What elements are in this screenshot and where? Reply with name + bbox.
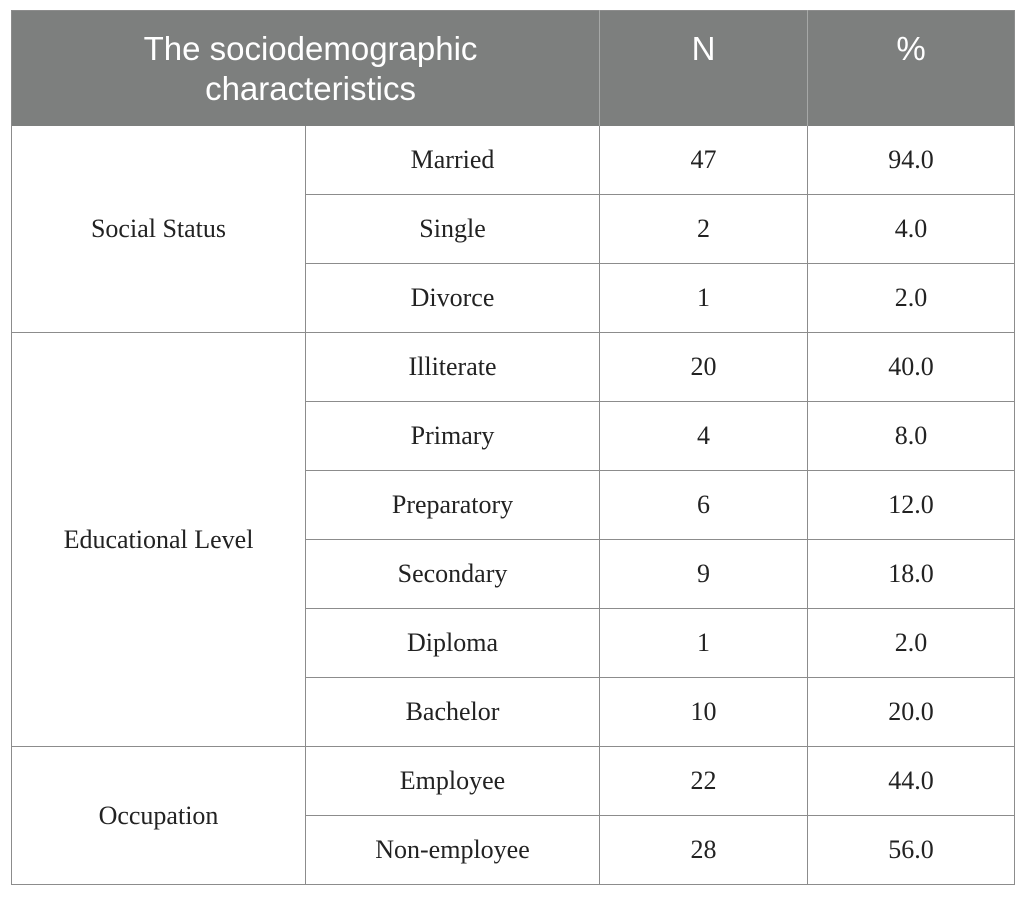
header-percent (808, 11, 1015, 127)
percent-cell: 56.0 (808, 816, 1015, 885)
percent-cell: 12.0 (808, 471, 1015, 540)
table-row (12, 747, 1015, 816)
count-cell: 28 (600, 816, 808, 885)
group-label-cell: Occupation (12, 747, 306, 885)
header-characteristics-label: The sociodemographic characteristics (143, 30, 478, 107)
sociodemographic-table (11, 10, 1015, 885)
category-cell: Secondary (306, 540, 600, 609)
category-cell: Employee (306, 747, 600, 816)
category-cell: Divorce (306, 264, 600, 333)
count-cell: 4 (600, 402, 808, 471)
count-cell: 1 (600, 264, 808, 333)
table-body (12, 126, 1015, 885)
category-cell: Married (306, 126, 600, 195)
header-percent-label: % (896, 30, 926, 67)
count-cell: 9 (600, 540, 808, 609)
count-cell: 22 (600, 747, 808, 816)
category-cell: Single (306, 195, 600, 264)
percent-cell: 94.0 (808, 126, 1015, 195)
percent-cell: 2.0 (808, 609, 1015, 678)
category-cell: Bachelor (306, 678, 600, 747)
sociodemographic-table-container (11, 10, 1014, 885)
group-label-cell: Social Status (12, 126, 306, 333)
percent-cell: 2.0 (808, 264, 1015, 333)
count-cell: 20 (600, 333, 808, 402)
count-cell: 2 (600, 195, 808, 264)
percent-cell: 44.0 (808, 747, 1015, 816)
header-n (600, 11, 808, 127)
category-cell: Diploma (306, 609, 600, 678)
category-cell: Primary (306, 402, 600, 471)
count-cell: 1 (600, 609, 808, 678)
percent-cell: 40.0 (808, 333, 1015, 402)
category-cell: Illiterate (306, 333, 600, 402)
category-cell: Preparatory (306, 471, 600, 540)
group-label-cell: Educational Level (12, 333, 306, 747)
header-row (12, 11, 1015, 127)
table-header (12, 11, 1015, 127)
percent-cell: 18.0 (808, 540, 1015, 609)
count-cell: 47 (600, 126, 808, 195)
percent-cell: 20.0 (808, 678, 1015, 747)
percent-cell: 4.0 (808, 195, 1015, 264)
count-cell: 10 (600, 678, 808, 747)
percent-cell: 8.0 (808, 402, 1015, 471)
header-n-label: N (691, 30, 716, 67)
table-row (12, 126, 1015, 195)
table-row (12, 333, 1015, 402)
header-characteristics (12, 11, 600, 127)
count-cell: 6 (600, 471, 808, 540)
category-cell: Non-employee (306, 816, 600, 885)
